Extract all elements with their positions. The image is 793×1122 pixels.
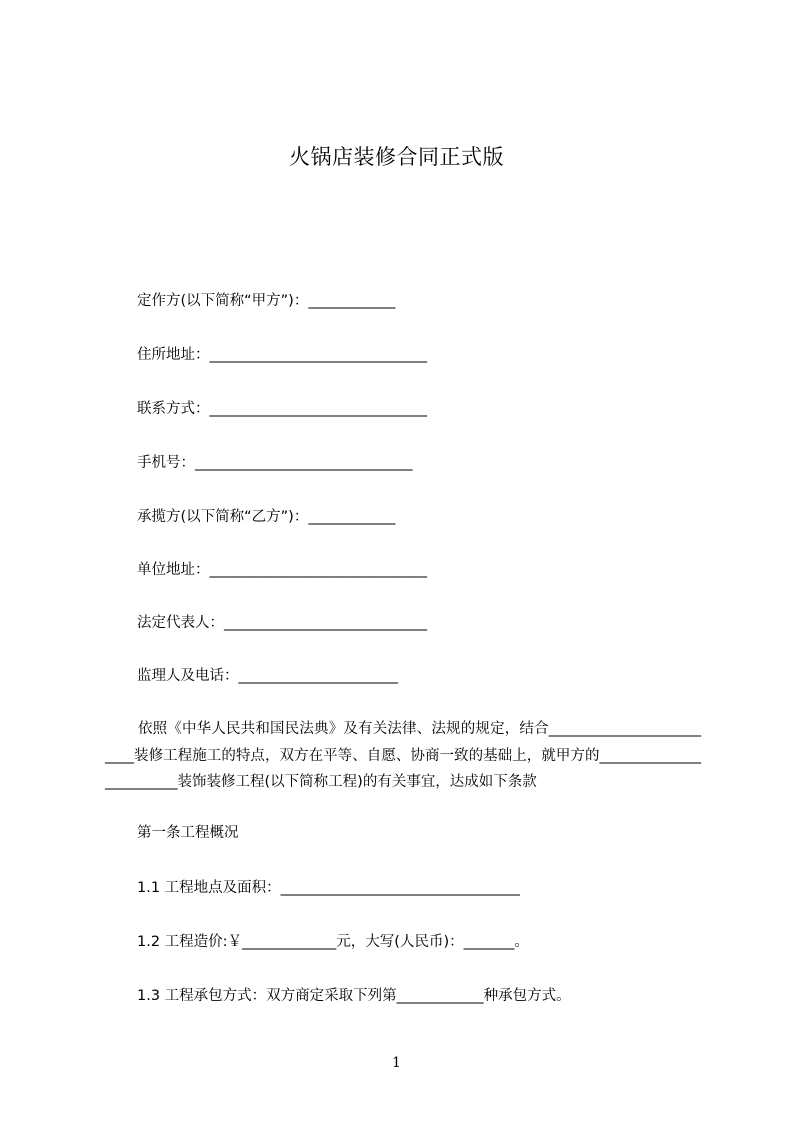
intro-paragraph: 依照《中华人民共和国民法典》及有关法律、法规的规定，结合_________________________装修工程施工的特点，双方在平等、自愿、协商一致的基础上，就甲方的________________________装饰装修工程(以下简称工程)的有关事宜，达成如下条款 bbox=[105, 721, 701, 790]
mobile-line: 手机号：______________________________ bbox=[137, 455, 413, 471]
item-1-3: 1.3 工程承包方式：双方商定采取下列第____________种承包方式。 bbox=[137, 988, 571, 1004]
article-1-heading: 第一条工程概况 bbox=[137, 825, 239, 841]
unit-address-line: 单位地址：______________________________ bbox=[137, 562, 427, 578]
supervisor-line: 监理人及电话：______________________ bbox=[137, 668, 398, 684]
party-a-line: 定作方(以下简称“甲方”)：____________ bbox=[137, 293, 396, 309]
legal-rep-line: 法定代表人：____________________________ bbox=[137, 615, 427, 631]
contact-line: 联系方式：______________________________ bbox=[137, 401, 427, 417]
item-1-2: 1.2 工程造价:￥_____________元，大写(人民币)：_______。 bbox=[137, 934, 529, 950]
item-1-1: 1.1 工程地点及面积：_________________________________ bbox=[137, 880, 520, 896]
party-b-line: 承揽方(以下简称“乙方”)：____________ bbox=[137, 509, 396, 525]
document-title: 火锅店装修合同正式版 bbox=[289, 145, 504, 169]
page-number: 1 bbox=[392, 1055, 401, 1071]
address-line: 住所地址：______________________________ bbox=[137, 347, 427, 363]
